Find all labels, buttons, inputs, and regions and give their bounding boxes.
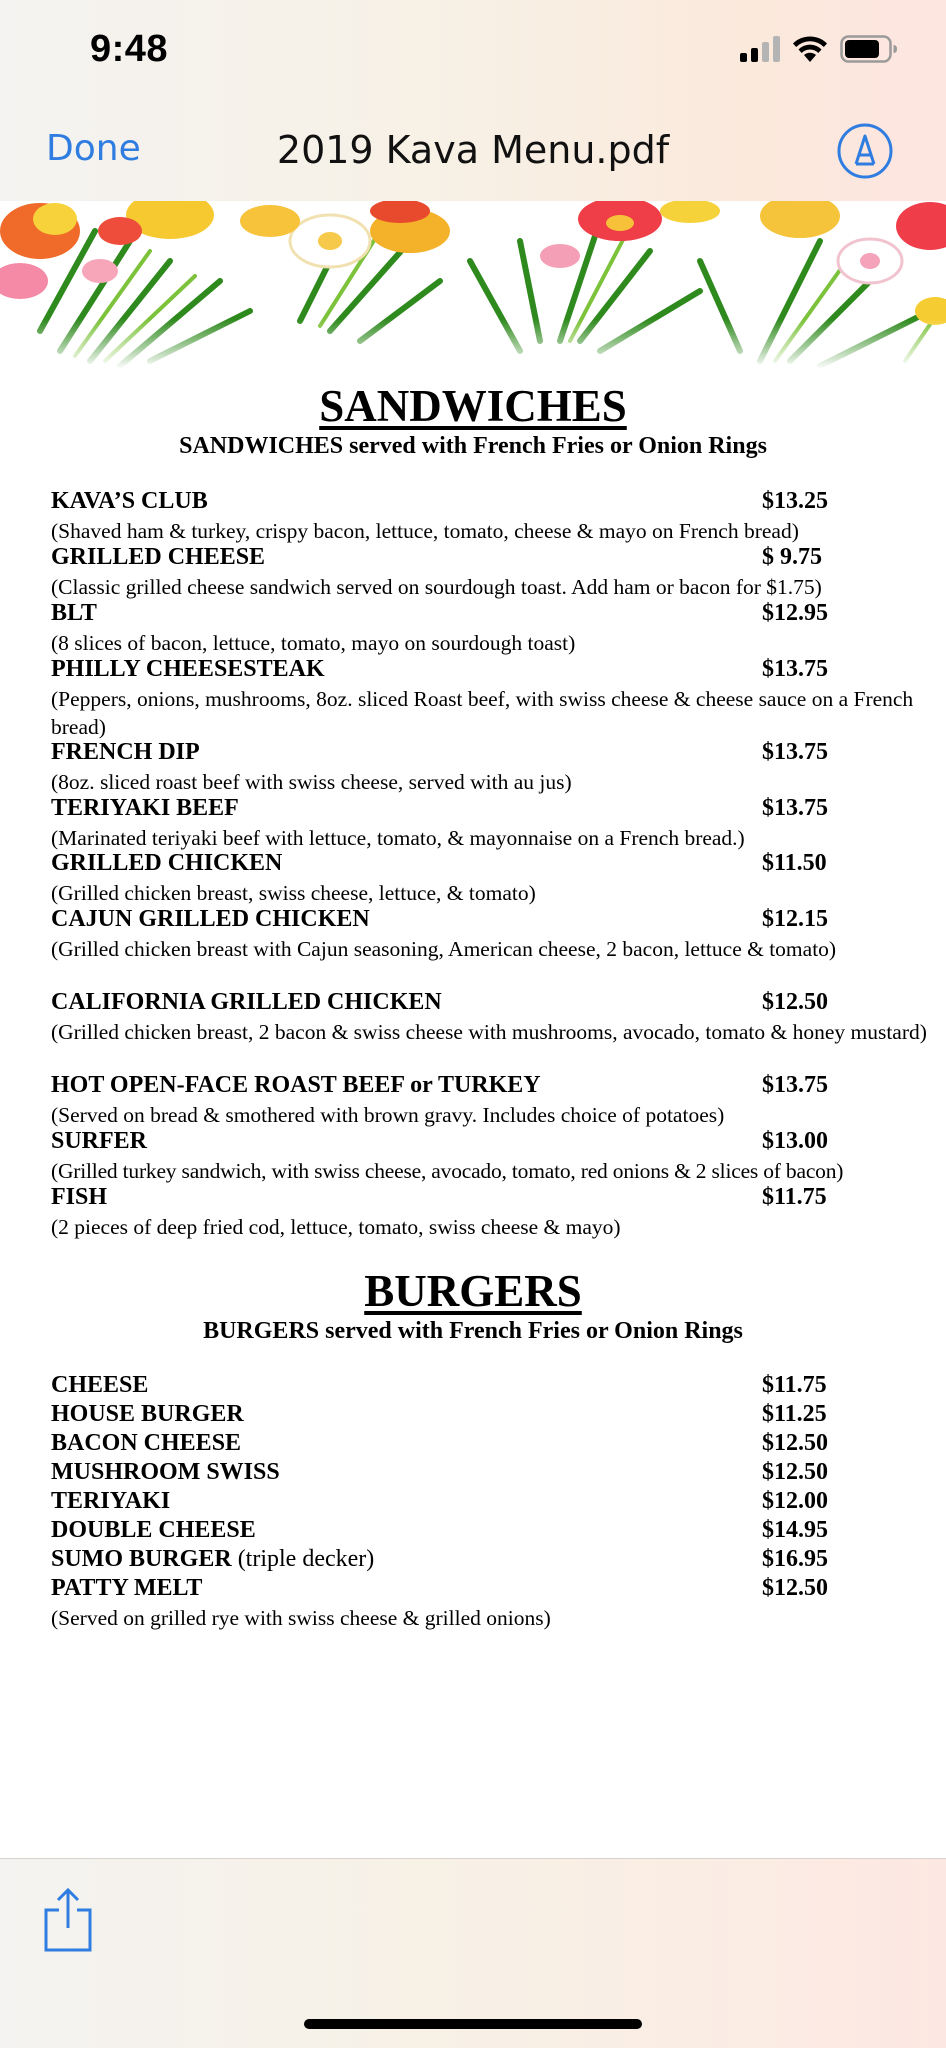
menu-item-price: $11.50 xyxy=(762,850,827,876)
markup-pen-icon[interactable] xyxy=(836,122,894,180)
menu-item-description: (Classic grilled cheese sandwich served on sourdough toast. Add ham or bacon for $1.75) xyxy=(51,575,822,599)
menu-item-description: (Marinated teriyaki beef with lettuce, tomato, & mayonnaise on a French bread.) xyxy=(51,826,745,850)
menu-item-price: $11.25 xyxy=(762,1401,827,1427)
menu-item-name: GRILLED CHEESE xyxy=(51,544,266,570)
menu-item-description: (Shaved ham & turkey, crispy bacon, lettuce, tomato, cheese & mayo on French bread) xyxy=(51,519,799,543)
cellular-signal-icon xyxy=(740,36,780,62)
menu-item-name: CHEESE xyxy=(51,1372,149,1398)
home-indicator[interactable] xyxy=(304,2019,642,2029)
share-icon[interactable] xyxy=(42,1886,94,1954)
menu-item-name: TERIYAKI xyxy=(51,1488,171,1514)
menu-item-description: (Grilled chicken breast, swiss cheese, lettuce, & tomato) xyxy=(51,881,536,905)
menu-item-name: KAVA’S CLUB xyxy=(51,488,208,514)
menu-item-price: $12.50 xyxy=(762,989,828,1015)
menu-item-price: $12.50 xyxy=(762,1430,828,1456)
document-title: 2019 Kava Menu.pdf xyxy=(276,128,670,172)
menu-item-name: TERIYAKI BEEF xyxy=(51,795,239,821)
menu-item-price: $12.15 xyxy=(762,906,828,932)
status-icons xyxy=(740,34,898,64)
section-title-burgers: BURGERS xyxy=(364,1266,582,1316)
section-title-sandwiches: SANDWICHES xyxy=(319,381,627,431)
menu-item-description: (Grilled chicken breast, 2 bacon & swiss cheese with mushrooms, avocado, tomato & honey mustard) xyxy=(51,1020,927,1044)
menu-item-price: $13.00 xyxy=(762,1128,828,1154)
menu-item-name: GRILLED CHICKEN xyxy=(51,850,283,876)
menu-item-name xyxy=(51,1546,374,1573)
done-button[interactable]: Done xyxy=(46,128,141,169)
menu-item-price: $11.75 xyxy=(762,1372,827,1398)
section-subtitle-burgers: BURGERS served with French Fries or Onion Rings xyxy=(203,1318,743,1344)
wifi-icon xyxy=(792,35,828,63)
menu-item-description: (Peppers, onions, mushrooms, 8oz. sliced Roast beef, with swiss cheese & cheese sauce on a French bread) xyxy=(51,687,914,739)
menu-item-description: (Served on grilled rye with swiss cheese & grilled onions) xyxy=(51,1606,551,1630)
menu-item-price: $12.00 xyxy=(762,1488,828,1514)
menu-item-description: (8 slices of bacon, lettuce, tomato, mayo on sourdough toast) xyxy=(51,631,576,655)
menu-item-description: (2 pieces of deep fried cod, lettuce, tomato, swiss cheese & mayo) xyxy=(51,1215,621,1239)
menu-item-price: $14.95 xyxy=(762,1517,828,1543)
pdf-page xyxy=(0,369,946,1859)
menu-item-name: CAJUN GRILLED CHICKEN xyxy=(51,906,370,932)
menu-item-price: $ 9.75 xyxy=(762,544,822,570)
menu-item-price: $13.75 xyxy=(762,656,828,682)
menu-item-name: HOUSE BURGER xyxy=(51,1401,244,1427)
menu-item-name: MUSHROOM SWISS xyxy=(51,1459,280,1485)
menu-item-name: FRENCH DIP xyxy=(51,739,200,765)
menu-item-price: $16.95 xyxy=(762,1546,828,1572)
tropical-flower-banner xyxy=(0,201,946,369)
menu-item-name: CALIFORNIA GRILLED CHICKEN xyxy=(51,989,442,1015)
menu-item-name: BLT xyxy=(51,600,97,626)
menu-item-price: $12.50 xyxy=(762,1459,828,1485)
menu-item-description: (8oz. sliced roast beef with swiss cheese, served with au jus) xyxy=(51,770,572,794)
menu-item-name-text: SUMO BURGER xyxy=(51,1546,232,1572)
menu-item-description: (Served on bread & smothered with brown gravy. Includes choice of potatoes) xyxy=(51,1103,725,1127)
menu-item-price: $12.50 xyxy=(762,1575,828,1601)
menu-item-name: PHILLY CHEESESTEAK xyxy=(51,656,325,682)
menu-item-name-note: (triple decker) xyxy=(231,1546,375,1572)
status-time: 9:48 xyxy=(90,28,169,70)
menu-item-name: HOT OPEN-FACE ROAST BEEF or TURKEY xyxy=(51,1072,541,1098)
menu-item-price: $12.95 xyxy=(762,600,828,626)
menu-item-name: SURFER xyxy=(51,1128,148,1154)
menu-item-name: FISH xyxy=(51,1184,108,1210)
menu-item-price: $13.75 xyxy=(762,739,828,765)
section-subtitle-sandwiches: SANDWICHES served with French Fries or Onion Rings xyxy=(179,433,767,459)
menu-item-name: PATTY MELT xyxy=(51,1575,203,1601)
menu-item-price: $11.75 xyxy=(762,1184,827,1210)
menu-item-price: $13.75 xyxy=(762,1072,828,1098)
menu-item-price: $13.25 xyxy=(762,488,828,514)
menu-item-name: BACON CHEESE xyxy=(51,1430,242,1456)
menu-item-name: DOUBLE CHEESE xyxy=(51,1517,256,1543)
menu-item-description: (Grilled turkey sandwich, with swiss cheese, avocado, tomato, red onions & 2 slices of bacon) xyxy=(51,1159,844,1183)
battery-icon xyxy=(840,35,898,63)
menu-item-description: (Grilled chicken breast with Cajun seasoning, American cheese, 2 bacon, lettuce & tomato) xyxy=(51,937,837,961)
menu-item-price: $13.75 xyxy=(762,795,828,821)
